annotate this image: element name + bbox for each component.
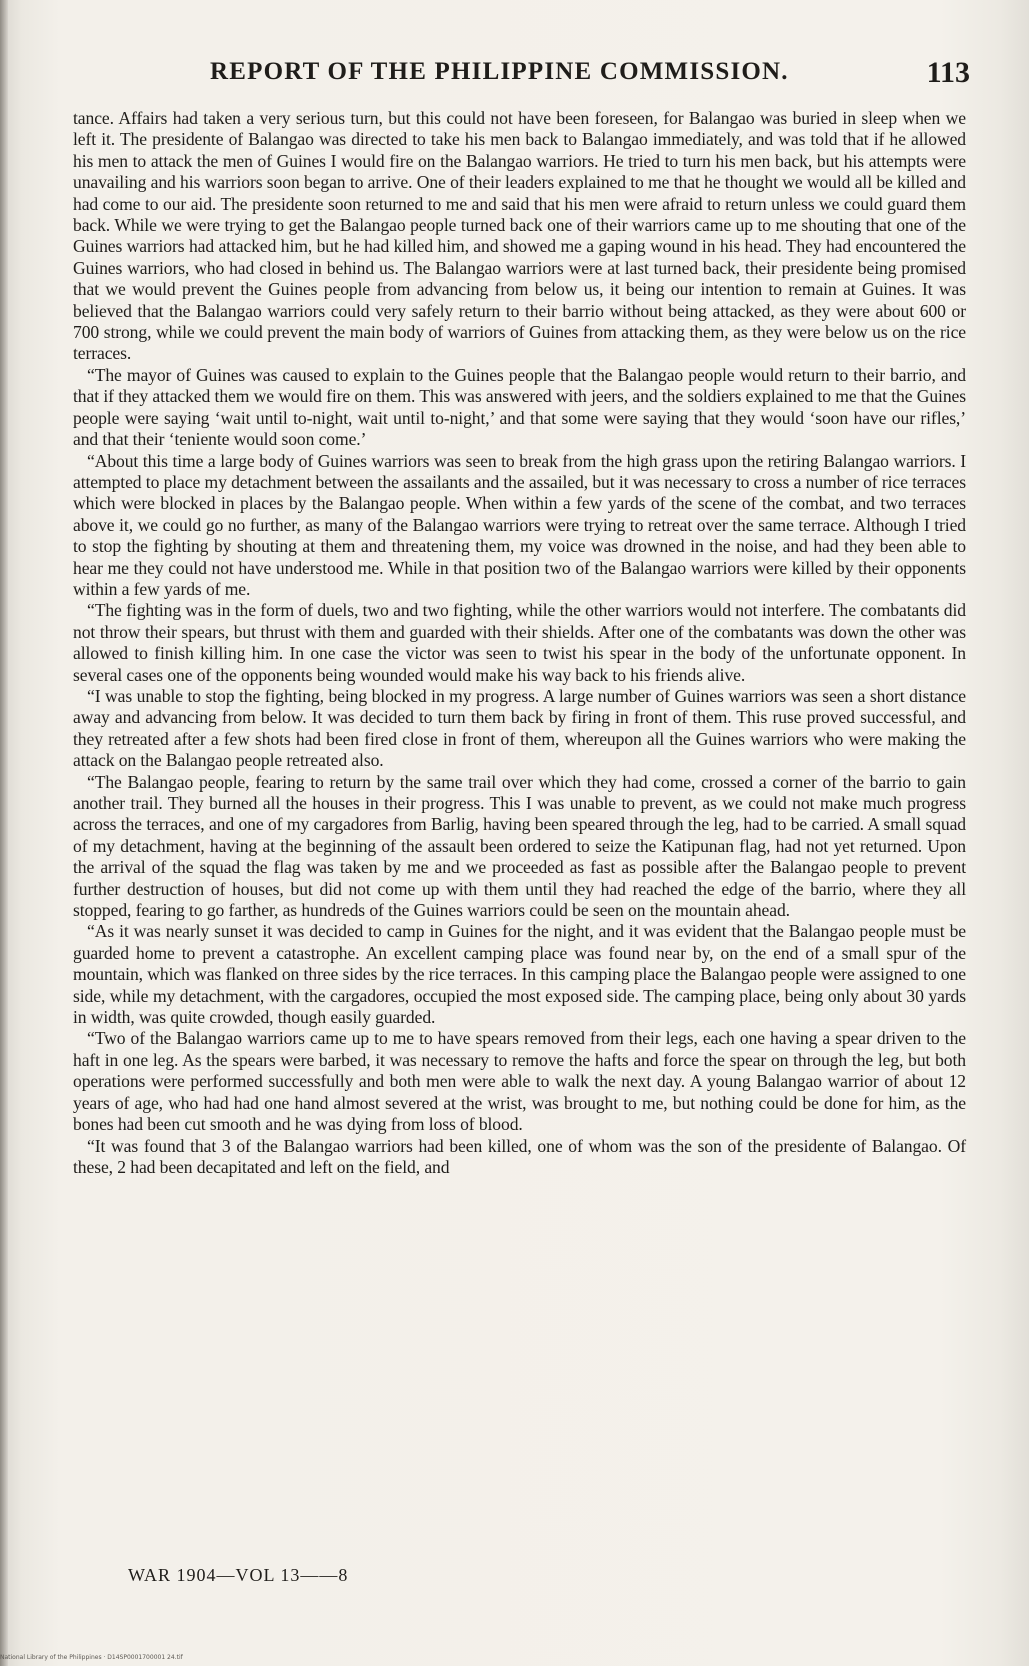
paragraph: “I was unable to stop the fighting, being blocked in my progress. A large number of Guines warriors was seen a short distance away and advancing from below. It was decided to turn them back by firing in front of them. This ruse proved successful, and they retreated after a few shots had been fired close in front of them, whereupon all the Guines warriors who were making the attack on the Balangao people retreated also.	[73, 685, 966, 771]
page-binding-shadow	[0, 0, 8, 1666]
paragraph: “The fighting was in the form of duels, two and two fighting, while the other warriors would not interfere. The combatants did not throw their spears, but thrust with them and guarded with their shields. After one of the combatants was down the other was allowed to finish killing him. In one case the victor was seen to twist his spear in the body of the unfortunate opponent. In several cases one of the opponents being wounded would make his way back to his friends alive.	[73, 600, 966, 685]
library-stamp: National Library of the Philippines · D14SP0001700001 24.tif	[0, 1654, 183, 1661]
paragraph: “The mayor of Guines was caused to explain to the Guines people that the Balangao people would return to their barrio, and that if they attacked them we would fire on them. This was answered with jeers, and the soldiers explained to me that the Guines people were saying ‘wait until to-night, wait until to-night,’ and that some were saying that they would ‘soon have our rifles,’ and that their ‘teniente would soon come.’	[73, 364, 966, 450]
paragraph: “About this time a large body of Guines warriors was seen to break from the high grass upon the retiring Balangao warriors. I attempted to place my detachment between the assailants and the assailed, but it was necessary to cross a number of rice terraces which were blocked in places by the Balangao people. When within a few yards of the scene of the combat, and two terraces above it, we could go no further, as many of the Balangao warriors were trying to retreat over the same terrace. Although I tried to stop the fighting by shouting at them and threatening them, my voice was drowned in the noise, and had they been able to hear me they could not have understood me. While in that position two of the Balangao warriors were killed by their opponents within a few yards of me.	[73, 450, 966, 599]
paragraph: “It was found that 3 of the Balangao warriors had been killed, one of whom was the son of the presidente of Balangao. Of these, 2 had been decapitated and left on the field, and	[73, 1135, 966, 1177]
paragraph: “As it was nearly sunset it was decided to camp in Guines for the night, and it was evident that the Balangao people must be guarded home to prevent a catastrophe. An excellent camping place was found near by, on the end of a small spur of the mountain, which was flanked on three sides by the rice terraces. In this camping place the Balangao people were assigned to one side, while my detachment, with the cargadores, occupied the most exposed side. The camping place, being only about 30 yards in width, was quite crowded, though easily guarded.	[73, 921, 966, 1028]
page-header	[210, 58, 970, 98]
report-body	[73, 108, 966, 1178]
running-title: REPORT OF THE PHILIPPINE COMMISSION.	[210, 58, 789, 85]
paragraph: “Two of the Balangao warriors came up to me to have spears removed from their legs, each one having a spear driven to the haft in one leg. As the spears were barbed, it was necessary to remove the hafts and force the spear on through the leg, but both operations were performed successfully and both men were able to walk the next day. A young Balangao warrior of about 12 years of age, who had had one hand almost severed at the wrist, was brought to me, but nothing could be done for him, as the bones had been cut smooth and he was dying from loss of blood.	[73, 1028, 966, 1135]
signature-mark: WAR 1904—VOL 13——8	[128, 1565, 349, 1585]
page-number: 113	[926, 56, 970, 89]
paragraph: tance. Affairs had taken a very serious turn, but this could not have been foreseen, for Balangao was buried in sleep when we left it. The presidente of Balangao was directed to take his men back to Balangao immediately, and was told that if he allowed his men to attack the men of Guines I would fire on the Balangao warriors. He tried to turn his men back, but his attempts were unavailing and his warriors soon began to arrive. One of their leaders explained to me that he thought we would all be killed and had come to our aid. The presidente soon returned to me and said that his men were afraid to return unless we could guard them back. While we were trying to get the Balangao people turned back one of their warriors came up to me shouting that one of the Guines warriors had attacked him, but he had killed him, and showed me a gaping wound in his head. They had encountered the Guines warriors, who had closed in behind us. The Balangao warriors were at last turned back, their presidente being promised that we would prevent the Guines people from advancing from below us, it being our intention to remain at Guines. It was believed that the Balangao warriors could very safely return to their barrio without being attacked, as they were about 600 or 700 strong, while we could prevent the main body of warriors of Guines from attacking them, as they were below us on the rice terraces.	[73, 108, 966, 364]
paragraph: “The Balangao people, fearing to return by the same trail over which they had come, crossed a corner of the barrio to gain another trail. They burned all the houses in their progress. This I was unable to prevent, as we could not make much progress across the terraces, and one of my cargadores from Barlig, having been speared through the leg, had to be carried. A small squad of my detachment, having at the beginning of the assault been ordered to seize the Katipunan flag, had not yet returned. Upon the arrival of the squad the flag was taken by me and we proceeded as fast as possible after the Balangao people to prevent further destruction of houses, but did not come up with them until they had reached the edge of the barrio, where they all stopped, fearing to go farther, as hundreds of the Guines warriors could be seen on the mountain ahead.	[73, 771, 966, 921]
